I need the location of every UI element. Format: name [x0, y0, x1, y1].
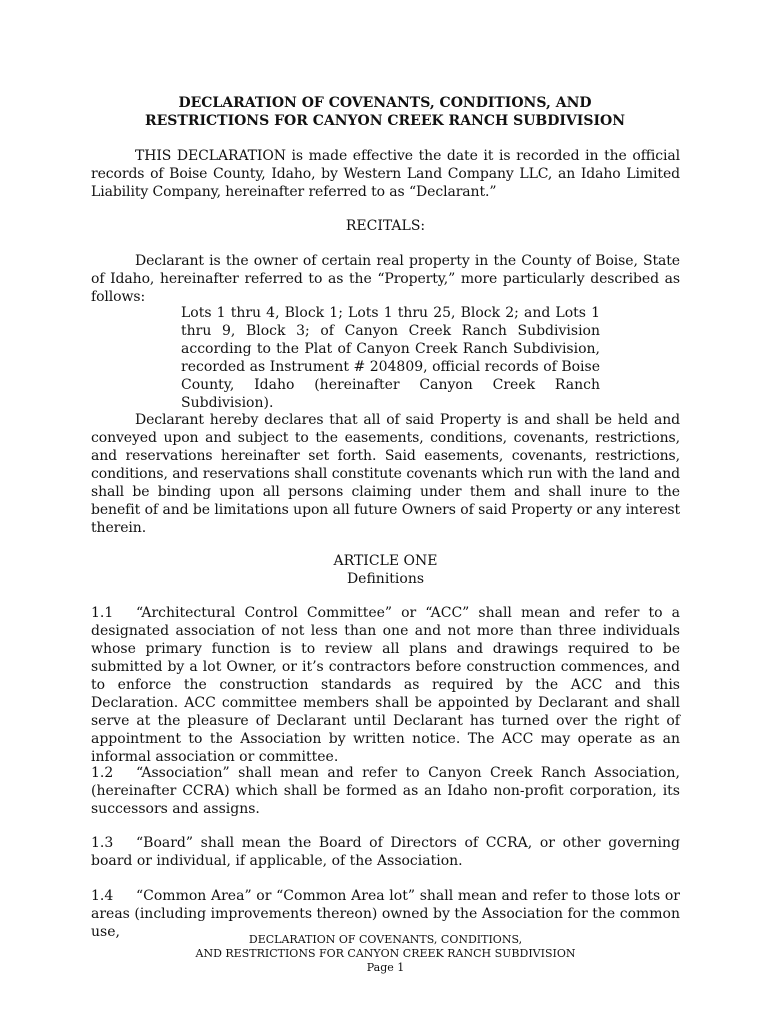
- definition-number: 1.2: [91, 765, 114, 781]
- page-footer: [91, 933, 680, 975]
- definition-text: “Common Area” or “Common Area lot” shall mean and refer to those lots or areas (including improvements thereon) owned by the Association for the common use,: [91, 888, 680, 940]
- definition-text: “Architectural Control Committee” or “ACC” shall mean and refer to a designated association of not less than one and not more than three individuals whose primary function is to review all plans and drawings required to be submitted by a lot Owner, or it’s contractors before construction commences, and to enforce the construction standards as required by the ACC and this Declaration. ACC committee members shall be appointed by Declarant and shall serve at the pleasure of Declarant until Declarant has turned over the right of appointment to the Association by written notice. The ACC may operate as an informal association or committee.: [91, 605, 680, 765]
- recital-paragraph-1: Declarant is the owner of certain real property in the County of Boise, State of Idaho, hereinafter referred to as the “Property,” more particularly described as follows:: [91, 253, 680, 305]
- page-number: Page 1: [366, 961, 405, 974]
- definition-number: 1.4: [91, 888, 114, 904]
- article-subheading: Definitions: [346, 571, 425, 587]
- definition-text: “Association” shall mean and refer to Canyon Creek Ranch Association, (hereinafter CCRA) which shall be formed as an Idaho non-profit corporation, its successors and assigns.: [91, 765, 680, 817]
- footer-line-2: AND RESTRICTIONS FOR CANYON CREEK RANCH SUBDIVISION: [195, 947, 576, 960]
- definition-1-2: [91, 764, 680, 818]
- definition-1-3: [91, 834, 680, 870]
- title-line-1: DECLARATION OF COVENANTS, CONDITIONS, AND: [178, 95, 592, 111]
- definition-1-1: [91, 604, 680, 766]
- definition-text: “Board” shall mean the Board of Directors of CCRA, or other governing board or individual, if applicable, of the Association.: [91, 835, 680, 869]
- title-line-2: RESTRICTIONS FOR CANYON CREEK RANCH SUBDIVISION: [144, 113, 625, 129]
- recital-paragraph-2: Declarant hereby declares that all of said Property is and shall be held and conveyed upon and subject to the easements, conditions, covenants, restrictions, and reservations hereinafter set forth. Said easements, covenants, restrictions, conditions, and reservations shall constitute covenants which run with the land and shall be binding upon all persons claiming under them and shall inure to the benefit of and be limitations upon all future Owners of said Property or any interest therein.: [91, 412, 680, 536]
- legal-description: Lots 1 thru 4, Block 1; Lots 1 thru 25, Block 2; and Lots 1 thru 9, Block 3; of Canyon Creek Ranch Subdivision according to the Plat of Canyon Creek Ranch Subdivision, recorded as Instrument # 204809, official records of Boise County, Idaho (hereinafter Canyon Creek Ranch Subdivision).: [181, 305, 600, 411]
- article-heading: ARTICLE ONE: [333, 553, 438, 569]
- footer-line-1: DECLARATION OF COVENANTS, CONDITIONS,: [248, 933, 523, 946]
- definition-number: 1.1: [91, 605, 114, 621]
- definition-number: 1.3: [91, 835, 114, 851]
- document-title: [100, 94, 670, 130]
- recitals-heading: RECITALS:: [345, 218, 426, 234]
- intro-paragraph: THIS DECLARATION is made effective the date it is recorded in the official records of Boise County, Idaho, by Western Land Company LLC, an Idaho Limited Liability Company, hereinafter referred to as “Declarant.”: [91, 148, 680, 200]
